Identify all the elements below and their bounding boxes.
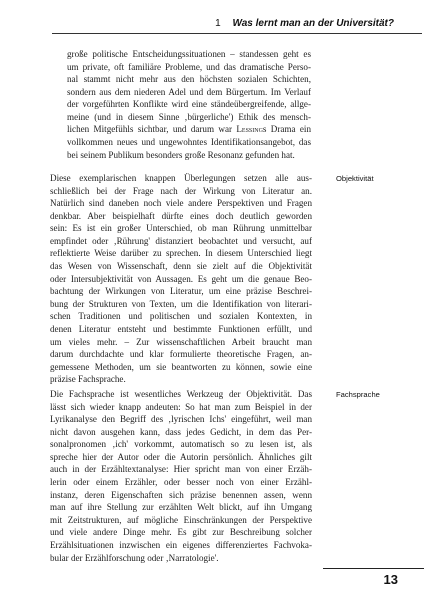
text-line: empfindet oder ‚Rührung' distanziert beobachtet und versucht, auf [50, 235, 312, 246]
text-line: bei seinem Publikum besonders große Resonanz gefunden hat. [67, 149, 295, 160]
chapter-number: 1 [215, 18, 221, 29]
text-line: nal stammt nicht mehr aus den höchsten sozialen Schichten, [67, 74, 311, 85]
text-line: sonalpronomen ‚ich' vorkommt, automatisch so zu lesen ist, als [50, 439, 312, 450]
text-line: lerin oder einem Erzähler, oder besser noch von einer Erzähl- [50, 477, 312, 488]
text-line: man auf ihre Stellung zur erzählten Welt blickt, auf ihn Umgang [50, 502, 312, 513]
chapter-title: Was lernt man an der Universität? [232, 18, 394, 29]
page-number: 13 [383, 572, 398, 587]
text-line: und viele andere Dinge mehr. Es gibt zur Beschreibung solcher [50, 527, 312, 538]
text-line: meine (und in diesem Sinne ‚bürgerliche') Ethik des mensch- [67, 111, 311, 122]
running-head [215, 18, 394, 29]
text-line: Lyrikanalyse den Begriff des ‚lyrischen Ichs' eingeführt, weil man [50, 414, 312, 425]
text-line: präzise Fachsprache. [50, 374, 126, 385]
text-line: um vieles mehr. – Zur wissenschaftlichen Arbeit braucht man [50, 336, 312, 347]
text-line: Diese exemplarischen knappen Überlegungen setzen alle aus- [50, 173, 312, 183]
text-line: bachtung der Wirkungen von Literatur, um eine präzise Beschrei- [50, 286, 312, 297]
footer-rule [323, 568, 424, 569]
text-line: gemessene Methoden, um sie beantworten zu können, sowie eine [50, 361, 312, 372]
header-rule [52, 33, 422, 34]
text-line: sondern aus dem niederen Adel und dem Bürgertum. Im Verlauf [67, 86, 311, 97]
text-line: instanz, deren Eigenschaften sich präzise benennen assen, wenn [50, 489, 312, 500]
text-line: reflektierte Weise darüber zu sprechen. In diesem Unterschied liegt [50, 248, 312, 259]
text-line: lichen Mitgefühls sichtbar, und darum war Lessings Drama ein [67, 124, 311, 135]
text-line: spreche hier der Autor oder die Autorin persönlich. Ähnliches gilt [50, 451, 312, 462]
text-line: mit Zeitstrukturen, auf mögliche Einschränkungen der Perspektive [50, 514, 312, 525]
text-line: nicht davon ausgehen kann, dass jedes Gedicht, in dem das Per- [50, 426, 312, 437]
text-line: oder Intersubjektivität von Aussagen. Es geht um die genaue Beo- [50, 273, 312, 284]
text-line: auch in der Erzähltextanalyse: Hier spricht man von einer Erzäh- [50, 464, 312, 475]
text-line: lässt sich wieder knapp andeuten: So hat man zum Beispiel in der [50, 401, 312, 412]
text-line: der vorgeführten Konflikte wird eine ständeübergreifende, allge- [67, 99, 311, 110]
body-paragraph-objektivitaet [50, 172, 312, 386]
margin-note-objektivitaet: Objektivität [336, 174, 374, 183]
body-paragraph-fachsprache [50, 388, 312, 564]
text-line: vollkommen neues und ungewohntes Identifikationsangebot, das [67, 137, 311, 148]
text-line: denkbar. Aber beispielhaft dürfte eines doch deutlich geworden [50, 210, 312, 221]
text-line: bular der Erzählforschung oder ‚Narratologie'. [50, 552, 219, 563]
text-line: schen Traditionen und politischen und sozialen Kontexten, in [50, 311, 312, 322]
author-name: Lessing [236, 124, 263, 135]
text-line: um private, oft familiäre Probleme, und das dramatische Perso- [67, 61, 311, 72]
text-line: darum durchdachte und klar formulierte theoretische Fragen, an- [50, 349, 312, 360]
text-line: Natürlich sind daneben noch viele andere Perspektiven und Fragen [50, 198, 312, 209]
text-line: Erzählsituationen inzwischen ein eigenes differenziertes Fachvoka- [50, 539, 312, 550]
text-line: denen Literatur entsteht und bestimmte Funktionen erfüllt, und [50, 323, 312, 334]
text-line: große politische Entscheidungssituationen – standessen geht es [67, 49, 311, 59]
text-line: das Wesen von Wissenschaft, denn sie zielt auf die Objektivität [50, 261, 312, 272]
text-line: Die Fachsprache ist wesentliches Werkzeug der Objektivität. Das [50, 389, 312, 399]
text-line: sein: Es ist ein großer Unterschied, ob man Rührung unmittelbar [50, 223, 312, 234]
margin-note-fachsprache: Fachsprache [336, 390, 380, 399]
text-line: schließlich bei der Frage nach der Wirkung von Literatur an. [50, 185, 312, 196]
indented-quote-block [67, 48, 311, 161]
text-line: bung der Strukturen von Texten, um die Identifikation von literari- [50, 298, 312, 309]
